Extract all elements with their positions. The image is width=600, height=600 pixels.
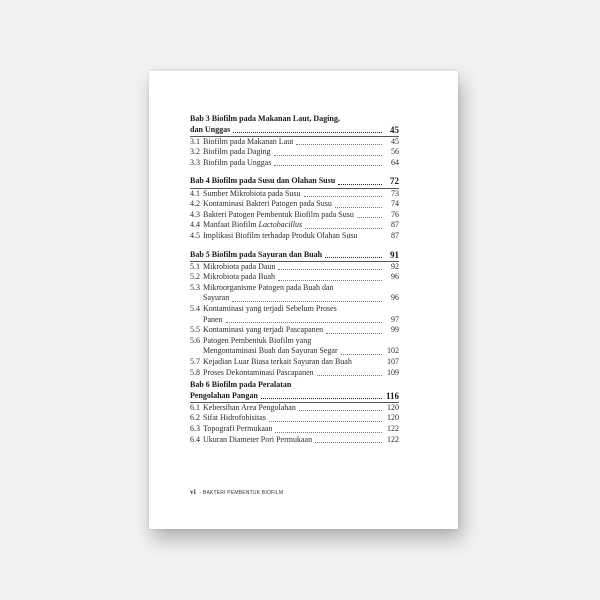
toc-entry xyxy=(190,357,399,368)
entry-title-line2: Panen xyxy=(203,314,223,324)
leader-dots xyxy=(275,428,382,433)
entry-page: 87 xyxy=(391,230,399,240)
leader-dots xyxy=(326,329,382,334)
entry-title: Proses Dekontaminasi Pascapanen xyxy=(203,367,314,377)
toc-entry xyxy=(190,403,399,414)
entry-title: Kontaminasi yang terjadi Pascapanen xyxy=(203,325,324,335)
entry-number: 4.4 xyxy=(190,220,200,230)
entry-title: Biofilm pada Makanan Laut xyxy=(203,136,294,146)
entry-number: 5.4 xyxy=(190,304,200,313)
entry-page: 64 xyxy=(391,157,399,167)
leader-dots xyxy=(274,161,382,166)
entry-page: 97 xyxy=(391,314,399,324)
chapter-title-line2: Pengolahan Pangan xyxy=(190,390,258,400)
chapter-title: Bab 4 Biofilm pada Susu dan Olahan Susu xyxy=(190,176,336,186)
toc-entry xyxy=(190,283,399,304)
entry-page: 45 xyxy=(391,136,399,146)
chapter-page: 116 xyxy=(385,390,399,401)
chapter-page: 45 xyxy=(390,124,399,135)
chapter-title-row xyxy=(190,391,399,403)
entry-title: Kontaminasi Bakteri Patogen pada Susu xyxy=(203,199,332,209)
entry-title-line2: Sayuran xyxy=(203,293,230,303)
entry-page: 107 xyxy=(387,356,399,366)
entry-first-line xyxy=(190,336,399,347)
entry-number: 6.4 xyxy=(190,434,200,444)
leader-dots xyxy=(233,128,382,133)
leader-dots xyxy=(355,362,382,366)
entry-number: 4.5 xyxy=(190,230,200,240)
chapter-title-line1: Bab 3 Biofilm pada Makanan Laut, Daging, xyxy=(190,114,340,123)
entry-number: 4.3 xyxy=(190,209,200,219)
toc-entry xyxy=(190,435,399,446)
leader-dots xyxy=(315,438,382,443)
entry-number: 5.1 xyxy=(190,261,200,271)
entry-title-line1: Patogen Pembentuk Biofilm yang xyxy=(203,335,312,345)
leader-dots xyxy=(360,236,382,240)
footer-separator: - xyxy=(197,490,203,496)
toc-entry xyxy=(190,413,399,424)
entry-page: 96 xyxy=(391,293,399,303)
entry-number: 3.2 xyxy=(190,147,200,157)
entry-page: 99 xyxy=(391,325,399,335)
entry-page: 122 xyxy=(387,434,399,444)
entry-number: 6.2 xyxy=(190,413,200,423)
chapter-6 xyxy=(190,380,399,445)
entry-page: 102 xyxy=(387,346,399,356)
toc-entry xyxy=(190,210,399,221)
entry-title xyxy=(203,220,302,231)
entry-first-line xyxy=(190,304,399,315)
entry-page: 109 xyxy=(387,367,399,377)
entry-title: Ukuran Diameter Pori Permukaan xyxy=(203,434,313,444)
leader-dots xyxy=(341,350,382,355)
entry-second-line xyxy=(190,293,399,304)
entry-number: 5.7 xyxy=(190,356,200,366)
toc-entry xyxy=(190,137,399,148)
entry-number: 4.1 xyxy=(190,188,200,198)
leader-dots xyxy=(226,318,382,323)
toc-entry xyxy=(190,231,399,242)
chapter-3 xyxy=(190,114,399,168)
entry-number: 5.8 xyxy=(190,367,200,377)
toc-entry xyxy=(190,325,399,336)
entry-number: 3.3 xyxy=(190,157,200,167)
toc-entry xyxy=(190,368,399,379)
entry-number: 3.1 xyxy=(190,136,200,146)
entry-second-line xyxy=(190,315,399,326)
chapter-title xyxy=(190,114,399,125)
entry-page: 120 xyxy=(387,413,399,423)
entry-number: 6.1 xyxy=(190,402,200,412)
chapter-title: Bab 5 Biofilm pada Sayuran dan Buah xyxy=(190,249,323,259)
entry-title-line1: Kontaminasi yang terjadi Sebelum Proses xyxy=(203,304,337,313)
toc-entry xyxy=(190,189,399,200)
leader-dots xyxy=(305,224,382,229)
table-of-contents xyxy=(190,114,399,453)
entry-title: Mikrobiota pada Buah xyxy=(203,272,275,282)
leader-dots xyxy=(261,394,382,399)
entry-page: 120 xyxy=(387,402,399,412)
page-footer xyxy=(190,488,283,496)
chapter-title-line1: Bab 6 Biofilm pada Peralatan xyxy=(190,380,292,390)
toc-entry xyxy=(190,220,399,231)
entry-number: 4.2 xyxy=(190,199,200,209)
entry-title: Implikasi Biofilm terhadap Produk Olahan Susu xyxy=(203,230,358,240)
entry-title: Bakteri Patogen Pembentuk Biofilm pada Susu xyxy=(203,209,354,219)
chapter-4 xyxy=(190,176,399,241)
leader-dots xyxy=(278,276,382,281)
entry-title: Mikrobiota pada Daun xyxy=(203,261,276,271)
entry-title: Kebersihan Area Pengolahan xyxy=(203,402,296,412)
entry-title: Sumber Mikrobiota pada Susu xyxy=(203,188,301,198)
leader-dots xyxy=(299,406,382,411)
entry-page: 76 xyxy=(391,209,399,219)
chapter-page: 72 xyxy=(390,176,399,187)
chapter-title-line2: dan Unggas xyxy=(190,124,231,134)
leader-dots xyxy=(278,265,382,270)
page-number: vi xyxy=(190,488,196,496)
leader-dots xyxy=(317,371,382,376)
leader-dots xyxy=(325,253,382,258)
chapter-title-row xyxy=(190,125,399,137)
toc-entry xyxy=(190,262,399,273)
toc-entry xyxy=(190,158,399,169)
entry-page: 87 xyxy=(391,220,399,230)
entry-title: Biofilm pada Daging xyxy=(203,147,271,157)
entry-first-line xyxy=(190,283,399,294)
leader-dots xyxy=(335,203,382,208)
entry-title-text: Manfaat Biofilm xyxy=(203,220,259,230)
leader-dots xyxy=(357,213,382,218)
entry-title: Topografi Permukaan xyxy=(203,424,273,434)
entry-title-line1: Mikroorganisme Patogen pada Buah dan xyxy=(203,282,334,292)
leader-dots xyxy=(232,297,382,302)
leader-dots xyxy=(338,180,382,185)
entry-page: 56 xyxy=(391,147,399,157)
toc-entry xyxy=(190,147,399,158)
entry-title: Sifat Hidrofobisitas xyxy=(203,413,266,423)
toc-entry xyxy=(190,424,399,435)
chapter-page: 91 xyxy=(390,249,399,260)
leader-dots xyxy=(296,140,382,145)
entry-page: 96 xyxy=(391,272,399,282)
entry-page: 122 xyxy=(387,424,399,434)
entry-page: 92 xyxy=(391,261,399,271)
entry-number: 5.5 xyxy=(190,325,200,335)
chapter-title-row xyxy=(190,176,399,188)
leader-dots xyxy=(269,417,382,422)
toc-entry xyxy=(190,199,399,210)
running-title: BAKTERI PEMBENTUK BIOFILM xyxy=(202,490,284,496)
entry-number: 5.3 xyxy=(190,282,200,292)
entry-number: 5.6 xyxy=(190,335,200,345)
toc-entry xyxy=(190,336,399,357)
toc-entry xyxy=(190,304,399,325)
leader-dots xyxy=(304,192,382,197)
chapter-title xyxy=(190,380,399,391)
entry-second-line xyxy=(190,346,399,357)
chapter-5 xyxy=(190,250,399,379)
entry-page: 73 xyxy=(391,188,399,198)
entry-title: Kejadian Luar Biasa terkait Sayuran dan Buah xyxy=(203,356,352,366)
chapter-title-row xyxy=(190,250,399,262)
toc-entry xyxy=(190,272,399,283)
entry-page: 74 xyxy=(391,199,399,209)
entry-number: 5.2 xyxy=(190,272,200,282)
entry-title-italic: Lactobacillus xyxy=(258,220,303,230)
entry-number: 6.3 xyxy=(190,424,200,434)
leader-dots xyxy=(274,151,382,156)
entry-title: Biofilm pada Unggas xyxy=(203,157,272,167)
entry-title-line2: Mengontaminasi Buah dan Sayuran Segar xyxy=(203,346,338,356)
book-page xyxy=(149,71,458,529)
